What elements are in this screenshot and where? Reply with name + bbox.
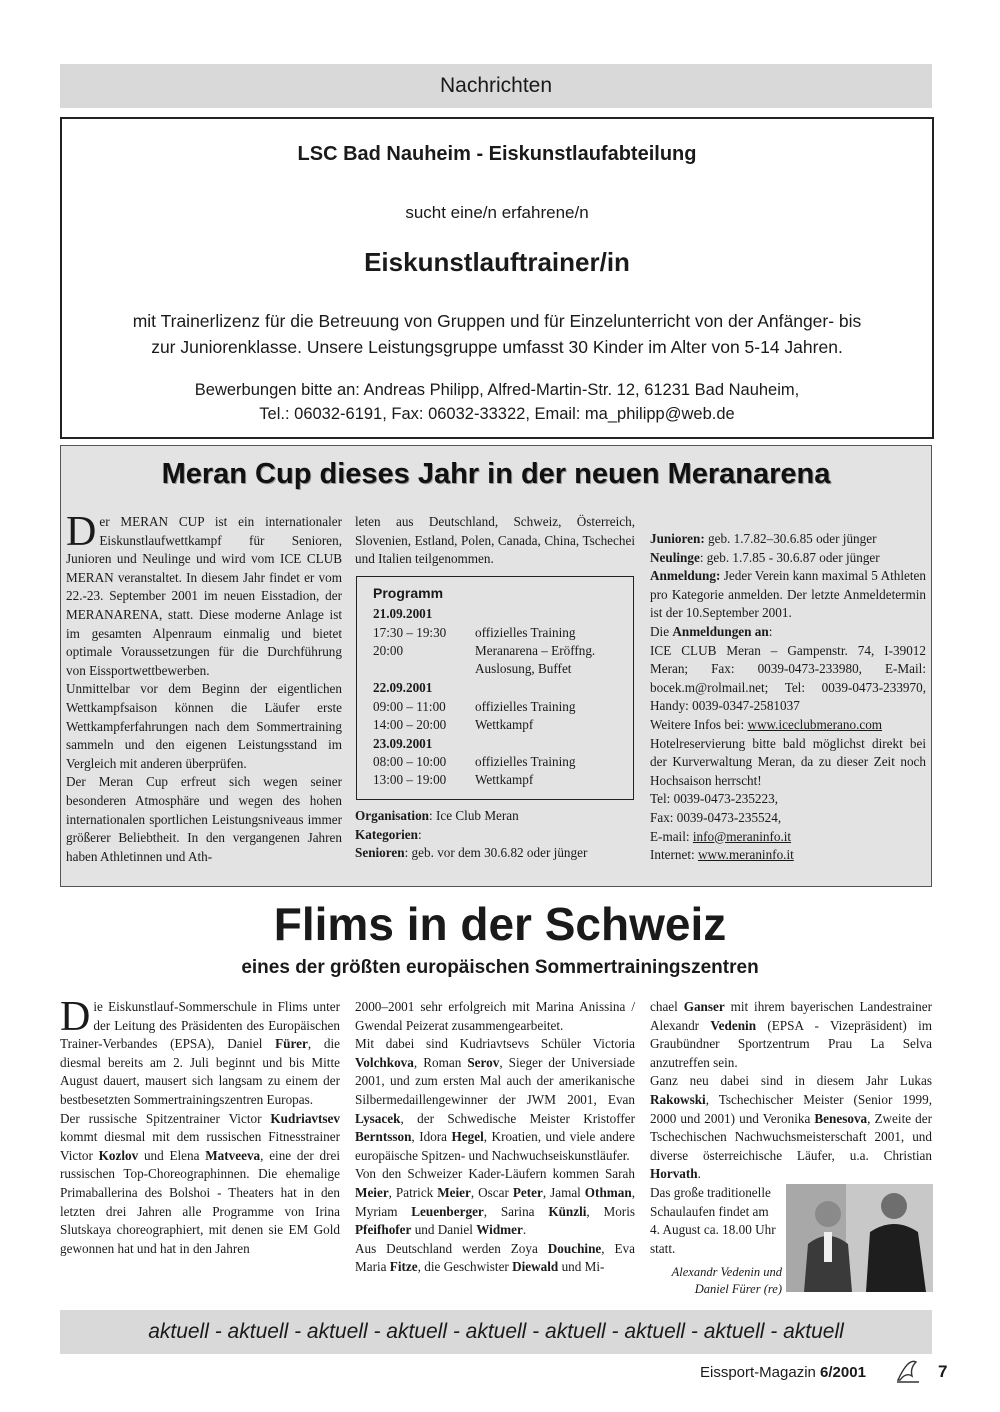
dropcap: D [60, 994, 91, 1040]
flims-subtitle: eines der größten europäischen Sommertrainingszentren [241, 957, 759, 978]
meran-paragraph-3: Der Meran Cup erfreut sich wegen seiner besonderen Atmosphäre und wegen des hohen internationalen sportlichen Leistungsniveaus immer größerer Beliebtheit. In den vergangenen Jahren haben Athletinnen und Ath- [66, 774, 342, 864]
flims-column-1 [60, 994, 340, 1258]
meran-paragraph-1: er MERAN CUP ist ein internationaler Eiskunstlaufwettkampf für Senioren, Junioren und Neulinge und wird vom ICE CLUB MERAN veranstaltet. In diesem Jahr findet er vom 22.-23. September 2001 im neuen Eisstadion, der MERANARENA, statt. Diese moderne Anlage ist im gesamten Alpenraum einmalig und bietet optimale Voraussetzungen für die Durchführung von Eissportwettbewerben. [66, 514, 342, 678]
section-header-label: Nachrichten [439, 74, 553, 97]
flims-column-2: 2000–2001 sehr erfolgreich mit Marina Anissina / Gwendal Peizerat zusammengearbeitet. Mit dabei sind Kudriavtsevs Schüler Victoria Volchkova, Roman Serov, Sieger der Universiade 2001, und zum ersten Mal auch der amerikanische Silbermedaillengewinner der JWM 2001, Evan Lysacek, der Schwedische Meister Kristoffer Berntsson, Idora Hegel, Kroatien, und viele andere europäische Spitzen- und Nachwuchseiskunstläufer. Von den Schweizer Kader-Läufern kommen Sarah Meier, Patrick Meier, Oscar Peter, Jamal Othman, Myriam Leuenberger, Sarina Künzli, Moris Pfeifhofer und Daniel Widmer. Aus Deutschland werden Zoya Douchine, Eva Maria Fitze, die Geschwister Diewald und Mi- [355, 999, 636, 1275]
kategorien-colon: : [418, 826, 422, 842]
job-ad-box [60, 117, 934, 439]
ad-description-line-2: zur Juniorenklasse. Unsere Leistungsgruppe umfasst 30 Kinder im Alter von 5-14 Jahren. [151, 337, 843, 357]
program-box [356, 576, 634, 800]
anmeldung-label: Anmeldung: [650, 568, 721, 584]
magazine-footer [700, 1364, 866, 1381]
program-time: 13:00 – 19:00 [373, 772, 447, 787]
flims-column-3-tail: Das große traditionelle Schaulaufen findet am 4. August ca. 18.00 Uhr statt. [650, 1185, 776, 1256]
senioren-label: Senioren [355, 845, 405, 861]
photo-image [786, 1184, 933, 1292]
ad-seeks: sucht eine/n erfahrene/n [405, 203, 589, 222]
ad-position: Eiskunstlauftrainer/in [364, 247, 630, 277]
page-number: 7 [938, 1362, 948, 1381]
organisation-label: Organisation [355, 808, 430, 823]
program-date: 22.09.2001 [373, 680, 433, 695]
ad-contact-line-2: Tel.: 06032-6191, Fax: 06032-33322, Email: ma_philipp@web.de [259, 405, 735, 423]
ad-contact-line-1: Bewerbungen bitte an: Andreas Philipp, Alfred-Martin-Str. 12, 61231 Bad Nauheim, [194, 381, 800, 399]
program-time: 08:00 – 10:00 [373, 754, 447, 769]
iceclub-website-link[interactable]: www.iceclubmerano.com [747, 716, 883, 732]
skater-logo-icon [894, 1356, 922, 1384]
program-description: Wettkampf [475, 717, 534, 732]
tel-line: Tel: 0039-0473-235223, [650, 791, 779, 807]
magazine-name: Eissport-Magazin [700, 1364, 821, 1381]
meran-column-1 [66, 509, 342, 866]
flims-title: Flims in der Schweiz [273, 898, 727, 950]
junioren-label: Junioren: [650, 531, 705, 546]
neulinge-label: Neulinge [650, 549, 700, 565]
program-description: Auslosung, Buffet [475, 661, 572, 676]
program-description: offizielles Training [475, 625, 576, 640]
hotel-note: Hotelreservierung bitte bald möglichst direkt bei der Kurverwaltung Meran, da zu dieser Zeit noch Hochsaison herrscht! [650, 735, 926, 788]
ad-description-line-1: mit Trainerlizenz für die Betreuung von Gruppen und für Einzelunterricht von der Anfänger- bis [132, 311, 862, 331]
program-description: Meranarena – Eröffng. [475, 643, 596, 658]
caption-line-1: Alexandr Vedenin und [671, 1265, 782, 1279]
kategorien-label: Kategorien [355, 826, 418, 842]
email-link[interactable]: info@meraninfo.it [692, 828, 792, 844]
fax-line: Fax: 0039-0473-235524, [650, 809, 782, 825]
anmeldung-value: Jeder Verein kann maximal 5 Athleten pro Kategorie anmelden. Der letzte Anmeldetermin ist der 10.September 2001. [650, 568, 926, 621]
meran-cup-title: Meran Cup dieses Jahr in der neuen Meranarena [161, 458, 831, 490]
infos-prefix: Weitere Infos bei: [650, 716, 748, 732]
anmeldungen-suffix: : [768, 623, 773, 639]
caption-line-2: Daniel Fürer (re) [694, 1282, 782, 1296]
email-prefix: E-mail: [650, 828, 693, 844]
meran-column-3 [650, 530, 926, 865]
program-time: 09:00 – 11:00 [373, 699, 446, 714]
meran-paragraph-2: Unmittelbar vor dem Beginn der eigentlichen Wettkampfsaison können die Läufer erste Wettkampferfahrungen nach dem Sommertraining sammeln und den eigenen Leistungsstand im Vergleich mit anderen überprüfen. [66, 681, 342, 771]
aktuell-banner-text: aktuell - aktuell - aktuell - aktuell - aktuell - aktuell - aktuell - aktuell - aktuell [148, 1320, 844, 1343]
aktuell-banner [60, 1310, 932, 1354]
program-description: offizielles Training [475, 699, 576, 714]
program-heading: Programm [373, 585, 444, 601]
flims-column-1-text: ie Eiskunstlauf-Sommerschule in Flims unter der Leitung des Präsidenten des Europäischen Trainer-Verbandes (EPSA), Daniel Fürer, die diesmal bereits am 2. Juli beginnt und bis Mitte August dauert, mausert sich langsam zu einem der bestbesetzten Sommertrainingszentren Europas. Der russische Spitzentrainer Victor Kudriavtsev kommt diesmal mit dem russischen Fitnesstrainer Victor Kozlov und Elena Matveeva, eine der drei russischen Top-Choreographinnen. Die ehemalige Primaballerina des Bolshoi - Theaters hat in den letzten drei Jahren alle Programme von Irina Slutskaya choreographiert, mit denen sie EM Gold gewonnen hat und hat in den Jahren [60, 999, 340, 1256]
program-date: 23.09.2001 [373, 736, 433, 751]
flims-column-3: chael Ganser mit ihrem bayerischen Landestrainer Alexandr Vedenin (EPSA - Vizepräsident) im Graubündner Sportzentrum Prau La Selva anzutreffen sein. Ganz neu dabei sind in diesem Jahr Lukas Rakowski, Tschechischer Meister (Senior 1999, 2000 und 2001) und Veronika Benesova, Zweite der Tschechischen Nachwuchsmeisterschaft 2001, und diverse österreichische Läufer, u.a. Christian Horvath. [650, 999, 932, 1182]
senioren-value: : geb. vor dem 30.6.82 oder jünger [404, 845, 588, 861]
program-date: 21.09.2001 [373, 606, 433, 621]
neulinge-value: : geb. 1.7.85 - 30.6.87 oder jünger [699, 549, 880, 565]
photo-vedenin-fuerer [786, 1184, 933, 1292]
ad-club-name: LSC Bad Nauheim - Eiskunstlaufabteilung [297, 143, 697, 165]
program-description: offizielles Training [475, 754, 576, 769]
program-time: 20:00 [373, 643, 404, 658]
program-time: 14:00 – 20:00 [373, 717, 447, 732]
photo-caption [650, 1264, 782, 1298]
junioren-value: geb. 1.7.82–30.6.85 oder jünger [704, 531, 877, 546]
section-header [60, 64, 932, 108]
meraninfo-website-link[interactable]: www.meraninfo.it [697, 847, 794, 863]
anmeldungen-label: Anmeldungen an [672, 623, 769, 639]
meran-address: ICE CLUB Meran – Gampenstr. 74, I-39012 Meran; Fax: 0039-0473-233980, E-Mail: bocek.m@rolmail.net; Tel: 0039-0473-233970, Handy: 0039-0347-2581037 [650, 642, 926, 714]
meran-organisation [355, 807, 637, 863]
program-description: Wettkampf [475, 772, 534, 787]
program-time: 17:30 – 19:30 [373, 625, 447, 640]
organisation-value: : Ice Club Meran [429, 808, 519, 823]
anmeldungen-prefix: Die [650, 623, 673, 639]
dropcap: D [66, 509, 97, 555]
internet-prefix: Internet: [650, 847, 698, 863]
meran-column-2-intro: leten aus Deutschland, Schweiz, Österreich, Slovenien, Estland, Polen, Canada, China, Tschechei und Italien teilgenommen. [355, 514, 635, 567]
magazine-issue: 6/2001 [820, 1364, 866, 1381]
